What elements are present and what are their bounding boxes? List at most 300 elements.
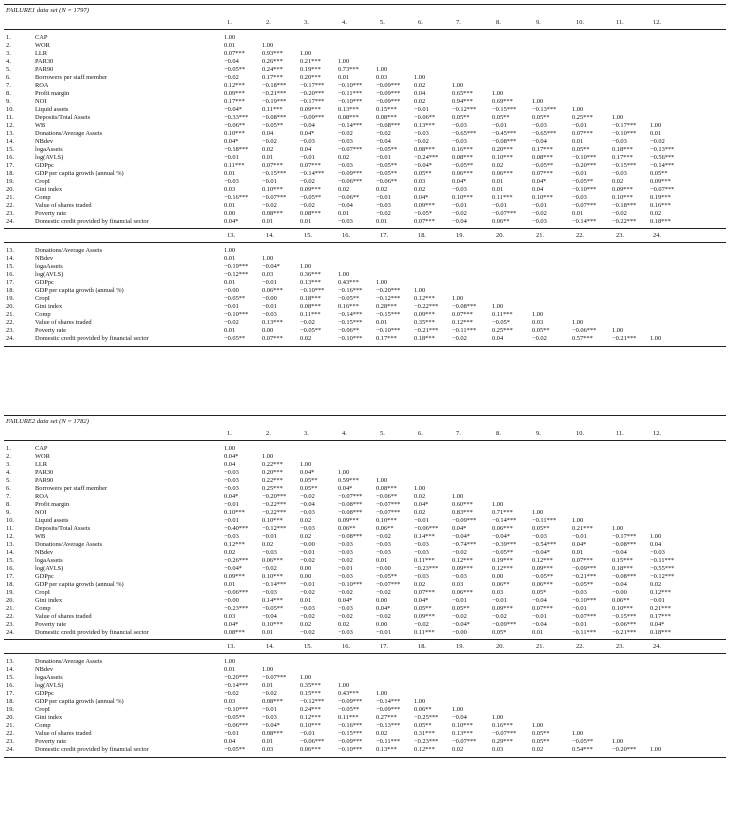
correlation-cell: −0.03 <box>224 178 239 185</box>
correlation-cell: −0.13*** <box>650 146 675 153</box>
correlation-cell: −0.06*** <box>338 178 363 185</box>
row-number: 14. <box>6 666 14 673</box>
correlation-cell: 0.02 <box>376 186 388 193</box>
correlation-cell: 0.07*** <box>452 311 473 318</box>
correlation-cell: −0.04 <box>452 218 467 225</box>
column-header: 1. <box>227 19 232 26</box>
correlation-cell: 0.13*** <box>300 279 321 286</box>
row-number: 23. <box>6 210 14 217</box>
correlation-cell: 1.00 <box>414 698 426 705</box>
correlation-cell: −0.18*** <box>224 146 249 153</box>
correlation-cell: −0.04 <box>300 501 315 508</box>
variable-label: Deposits/Total Assets <box>35 525 91 532</box>
variable-label: Domestic credit provided by financial sector <box>35 218 149 225</box>
correlation-cell: −0.12*** <box>224 271 249 278</box>
correlation-cell: 0.02 <box>338 186 350 193</box>
correlation-cell: 0.00 <box>300 565 312 572</box>
header-rule <box>4 29 726 30</box>
row-number: 22. <box>6 613 14 620</box>
correlation-cell: 0.08*** <box>414 146 435 153</box>
variable-label: logaAssets <box>35 146 63 153</box>
correlation-cell: 0.18*** <box>612 565 633 572</box>
variable-label: Poverty rate <box>35 738 67 745</box>
correlation-cell: −0.14*** <box>300 170 325 177</box>
correlation-cell: 0.08*** <box>300 303 321 310</box>
correlation-cell: 1.00 <box>650 533 662 540</box>
correlation-cell: 0.11*** <box>492 194 513 201</box>
correlation-cell: 0.02 <box>414 493 426 500</box>
correlation-cell: −0.05** <box>376 573 398 580</box>
correlation-cell: 0.10*** <box>452 722 473 729</box>
correlation-cell: −0.05** <box>376 162 398 169</box>
correlation-cell: −0.04 <box>452 714 467 721</box>
correlation-cell: −0.11*** <box>338 90 363 97</box>
correlation-cell: 0.01 <box>224 581 236 588</box>
correlation-cell: 1.00 <box>414 287 426 294</box>
correlation-cell: −0.10*** <box>572 154 597 161</box>
correlation-cell: −0.55*** <box>650 565 675 572</box>
correlation-cell: 0.04* <box>338 597 353 604</box>
correlation-cell: −0.08*** <box>338 501 363 508</box>
variable-label: NBdev <box>35 255 54 262</box>
correlation-cell: −0.65*** <box>532 130 557 137</box>
correlation-cell: −0.06** <box>376 493 398 500</box>
correlation-cell: −0.21*** <box>414 327 439 334</box>
correlation-cell: 0.06*** <box>262 287 283 294</box>
correlation-cell: 0.02 <box>414 82 426 89</box>
correlation-cell: −0.01 <box>452 202 467 209</box>
row-number: 19. <box>6 295 14 302</box>
correlation-cell: 0.12*** <box>300 714 321 721</box>
correlation-cell: 0.12*** <box>492 565 513 572</box>
correlation-cell: −0.18*** <box>262 82 287 89</box>
correlation-cell: −0.07*** <box>338 493 363 500</box>
correlation-cell: −0.02 <box>262 565 277 572</box>
correlation-cell: 0.01 <box>262 682 274 689</box>
correlation-cell: −0.05** <box>572 738 594 745</box>
variable-label: GDPpc <box>35 279 54 286</box>
correlation-cell: 0.25*** <box>572 114 593 121</box>
correlation-cell: 1.00 <box>262 42 274 49</box>
block-rule <box>4 639 726 640</box>
header-rule <box>4 242 726 243</box>
correlation-cell: −0.45*** <box>492 130 517 137</box>
correlation-cell: −0.03 <box>532 218 547 225</box>
correlation-cell: 0.16*** <box>650 202 671 209</box>
column-header: 12. <box>653 430 661 437</box>
row-number: 21. <box>6 311 14 318</box>
variable-label: LLR <box>35 461 48 468</box>
column-header: 7. <box>456 19 461 26</box>
correlation-cell: −0.01 <box>338 565 353 572</box>
correlation-cell: 0.17*** <box>262 74 283 81</box>
row-number: 9. <box>6 98 11 105</box>
variable-label: GDP per capita growth (annual %) <box>35 287 124 294</box>
correlation-cell: −0.08*** <box>612 573 637 580</box>
column-header: 22. <box>576 232 584 239</box>
correlation-cell: 1.00 <box>572 517 584 524</box>
correlation-cell: −0.07*** <box>492 210 517 217</box>
correlation-cell: 0.02 <box>338 154 350 161</box>
row-number: 19. <box>6 706 14 713</box>
correlation-cell: −0.11*** <box>572 629 597 636</box>
correlation-cell: 0.10*** <box>376 517 397 524</box>
correlation-cell: 1.00 <box>532 509 544 516</box>
correlation-cell: −0.21*** <box>612 335 637 342</box>
variable-label: PAR30 <box>35 469 54 476</box>
correlation-cell: 0.15*** <box>300 690 321 697</box>
correlation-cell: 0.09*** <box>414 202 435 209</box>
row-number: 3. <box>6 50 11 57</box>
variable-label: Profit margin <box>35 501 70 508</box>
variable-label: Borrowers per staff member <box>35 74 108 81</box>
correlation-cell: −0.07*** <box>376 501 401 508</box>
correlation-cell: −0.05** <box>452 162 474 169</box>
correlation-cell: −0.03 <box>376 549 391 556</box>
row-number: 17. <box>6 279 14 286</box>
correlation-cell: 0.01 <box>300 218 312 225</box>
correlation-cell: −0.02 <box>262 690 277 697</box>
correlation-cell: 1.00 <box>338 271 350 278</box>
correlation-cell: −0.06*** <box>612 621 637 628</box>
correlation-cell: −0.01 <box>414 106 429 113</box>
correlation-cell: 0.05** <box>532 114 550 121</box>
correlation-cell: 0.01 <box>262 738 274 745</box>
correlation-cell: 0.07*** <box>262 162 283 169</box>
correlation-cell: −0.03 <box>338 605 353 612</box>
correlation-cell: 0.07*** <box>300 162 321 169</box>
correlation-cell: 0.10*** <box>612 194 633 201</box>
row-number: 23. <box>6 738 14 745</box>
correlation-cell: 0.07*** <box>414 218 435 225</box>
correlation-cell: −0.04* <box>414 162 432 169</box>
correlation-cell: 0.11*** <box>414 629 435 636</box>
correlation-cell: −0.17*** <box>300 98 325 105</box>
correlation-cell: −0.01 <box>224 154 239 161</box>
correlation-cell: −0.02 <box>224 74 239 81</box>
correlation-cell: −0.16*** <box>224 194 249 201</box>
correlation-cell: −0.10*** <box>572 597 597 604</box>
correlation-cell: 0.08*** <box>300 210 321 217</box>
correlation-cell: −0.10*** <box>338 335 363 342</box>
correlation-cell: 1.00 <box>532 311 544 318</box>
correlation-cell: −0.24*** <box>414 154 439 161</box>
row-number: 20. <box>6 597 14 604</box>
correlation-cell: 0.02 <box>300 621 312 628</box>
correlation-cell: −0.04 <box>532 597 547 604</box>
correlation-cell: 0.05* <box>532 589 547 596</box>
correlation-cell: 0.10*** <box>224 509 245 516</box>
correlation-cell: 1.00 <box>224 445 236 452</box>
correlation-cell: −0.04 <box>612 581 627 588</box>
correlation-cell: −0.06** <box>376 178 398 185</box>
correlation-cell: −0.05** <box>300 327 322 334</box>
correlation-cell: 1.00 <box>492 501 504 508</box>
correlation-cell: 0.06*** <box>452 170 473 177</box>
column-header: 11. <box>616 19 624 26</box>
correlation-cell: −0.03 <box>414 573 429 580</box>
correlation-cell: 0.04* <box>224 453 239 460</box>
correlation-cell: −0.12*** <box>300 698 325 705</box>
row-number: 11. <box>6 114 14 121</box>
correlation-cell: −0.04* <box>492 533 510 540</box>
correlation-cell: 0.04 <box>650 541 662 548</box>
correlation-cell: 1.00 <box>452 295 464 302</box>
correlation-cell: 0.09*** <box>650 178 671 185</box>
correlation-cell: 1.00 <box>572 106 584 113</box>
correlation-cell: −0.07*** <box>572 613 597 620</box>
variable-label: Comp <box>35 194 51 201</box>
correlation-cell: 0.11*** <box>300 311 321 318</box>
variable-label: Comp <box>35 605 51 612</box>
correlation-cell: 0.01 <box>338 210 350 217</box>
correlation-cell: 1.00 <box>532 98 544 105</box>
row-number: 14. <box>6 255 14 262</box>
correlation-cell: 0.35*** <box>300 682 321 689</box>
correlation-cell: 0.94*** <box>452 98 473 105</box>
correlation-cell: 0.09*** <box>300 106 321 113</box>
correlation-cell: 0.12*** <box>414 746 435 753</box>
variable-label: GDP per capita growth (annual %) <box>35 581 124 588</box>
row-number: 15. <box>6 674 14 681</box>
correlation-cell: 1.00 <box>452 493 464 500</box>
correlation-cell: 0.02 <box>492 162 504 169</box>
variable-label: NOI <box>35 98 47 105</box>
correlation-cell: −0.01 <box>262 178 277 185</box>
correlation-cell: 1.00 <box>612 114 624 121</box>
correlation-cell: 0.27*** <box>376 714 397 721</box>
correlation-cell: 1.00 <box>300 461 312 468</box>
correlation-cell: 0.02 <box>414 98 426 105</box>
correlation-cell: 1.00 <box>300 263 312 270</box>
correlation-cell: −0.10*** <box>300 287 325 294</box>
correlation-cell: −0.01 <box>262 303 277 310</box>
correlation-cell: 0.06** <box>414 706 432 713</box>
correlation-cell: −0.09*** <box>300 114 325 121</box>
correlation-cell: −0.03 <box>300 138 315 145</box>
correlation-cell: −0.01 <box>224 517 239 524</box>
variable-label: Comp <box>35 311 51 318</box>
row-number: 13. <box>6 541 14 548</box>
correlation-cell: 0.12*** <box>532 557 553 564</box>
correlation-cell: −0.21*** <box>612 629 637 636</box>
correlation-cell: −0.03 <box>262 549 277 556</box>
correlation-cell: 0.01 <box>338 74 350 81</box>
column-header: 2. <box>266 19 271 26</box>
correlation-cell: −0.16*** <box>338 722 363 729</box>
correlation-cell: −0.08*** <box>338 533 363 540</box>
correlation-cell: 0.04* <box>376 605 391 612</box>
variable-label: Liquid assets <box>35 517 69 524</box>
correlation-cell: −0.05** <box>224 295 246 302</box>
correlation-cell: 0.19*** <box>492 557 513 564</box>
correlation-cell: 0.03 <box>532 319 544 326</box>
row-number: 4. <box>6 58 11 65</box>
correlation-cell: 0.03 <box>376 74 388 81</box>
correlation-cell: −0.01 <box>300 154 315 161</box>
correlation-cell: −0.03 <box>414 130 429 137</box>
correlation-cell: −0.11*** <box>650 557 675 564</box>
variable-label: LLR <box>35 50 48 57</box>
correlation-cell: −0.20*** <box>224 674 249 681</box>
correlation-cell: 0.06*** <box>492 170 513 177</box>
correlation-cell: −0.08*** <box>376 122 401 129</box>
row-number: 18. <box>6 698 14 705</box>
correlation-cell: 0.01 <box>224 42 236 49</box>
variable-label: logaAssets <box>35 674 63 681</box>
variable-label: CAP <box>35 445 48 452</box>
variable-label: Deposits/Total Assets <box>35 114 91 121</box>
correlation-cell: 0.06** <box>492 218 510 225</box>
correlation-cell: −0.15*** <box>338 319 363 326</box>
correlation-cell: 0.05** <box>650 170 668 177</box>
correlation-cell: −0.01 <box>650 597 665 604</box>
correlation-cell: 0.04 <box>300 146 312 153</box>
correlation-cell: 0.09*** <box>612 186 633 193</box>
correlation-cell: −0.04 <box>612 549 627 556</box>
correlation-cell: 0.02 <box>650 581 662 588</box>
header-rule <box>4 653 726 654</box>
row-number: 14. <box>6 549 14 556</box>
correlation-cell: 0.09*** <box>300 186 321 193</box>
correlation-cell: −0.01 <box>300 549 315 556</box>
correlation-cell: −0.08*** <box>492 138 517 145</box>
correlation-cell: 0.59*** <box>338 477 359 484</box>
correlation-cell: −0.02 <box>452 549 467 556</box>
correlation-cell: −0.01 <box>376 154 391 161</box>
correlation-cell: 1.00 <box>452 82 464 89</box>
variable-label: Domestic credit provided by financial sector <box>35 629 149 636</box>
correlation-cell: 0.05* <box>492 629 507 636</box>
correlation-cell: −0.11*** <box>532 517 557 524</box>
correlation-cell: 0.02 <box>414 509 426 516</box>
correlation-cell: −0.06*** <box>414 525 439 532</box>
correlation-cell: 0.03 <box>452 581 464 588</box>
column-header: 13. <box>227 643 235 650</box>
correlation-cell: −0.09*** <box>338 170 363 177</box>
correlation-cell: 0.02 <box>262 541 274 548</box>
variable-label: ROA <box>35 82 49 89</box>
correlation-cell: 0.17*** <box>532 146 553 153</box>
correlation-cell: −0.03 <box>338 138 353 145</box>
column-header: 1. <box>227 430 232 437</box>
correlation-cell: 0.10*** <box>262 186 283 193</box>
correlation-cell: −0.04 <box>376 138 391 145</box>
row-number: 16. <box>6 682 14 689</box>
correlation-cell: 0.06*** <box>532 581 553 588</box>
correlation-cell: −0.06*** <box>572 327 597 334</box>
correlation-cell: −0.14*** <box>224 682 249 689</box>
variable-label: Gini index <box>35 186 63 193</box>
correlation-cell: 0.07*** <box>414 589 435 596</box>
column-header: 23. <box>616 643 624 650</box>
correlation-cell: 0.36*** <box>300 271 321 278</box>
correlation-cell: −0.08*** <box>612 541 637 548</box>
correlation-cell: 0.04* <box>414 597 429 604</box>
correlation-cell: 0.24*** <box>262 66 283 73</box>
correlation-cell: 0.69*** <box>492 98 513 105</box>
correlation-cell: −0.03 <box>224 533 239 540</box>
correlation-cell: 0.06*** <box>262 557 283 564</box>
correlation-cell: −0.03 <box>224 485 239 492</box>
correlation-cell: 0.02 <box>300 533 312 540</box>
correlation-cell: −0.01 <box>262 706 277 713</box>
correlation-cell: −0.00 <box>262 295 277 302</box>
row-number: 15. <box>6 263 14 270</box>
correlation-cell: 1.00 <box>650 335 662 342</box>
correlation-cell: 0.01 <box>532 629 544 636</box>
correlation-cell: 1.00 <box>224 34 236 41</box>
correlation-cell: −0.05** <box>338 706 360 713</box>
row-number: 15. <box>6 557 14 564</box>
correlation-cell: 0.01 <box>300 597 312 604</box>
correlation-cell: 0.01 <box>224 327 236 334</box>
correlation-cell: 0.08*** <box>376 114 397 121</box>
correlation-cell: 0.14*** <box>262 597 283 604</box>
variable-label: log(AVLS) <box>35 682 64 689</box>
correlation-cell: −0.07*** <box>262 194 287 201</box>
column-header: 14. <box>266 643 274 650</box>
column-header: 9. <box>536 430 541 437</box>
correlation-cell: −0.10*** <box>338 82 363 89</box>
correlation-cell: 0.11*** <box>492 311 513 318</box>
correlation-cell: −0.01 <box>572 533 587 540</box>
column-header: 21. <box>536 232 544 239</box>
correlation-cell: 0.01 <box>224 666 236 673</box>
correlation-cell: −0.05* <box>492 319 510 326</box>
variable-label: Gini index <box>35 303 63 310</box>
column-header: 6. <box>418 430 423 437</box>
correlation-cell: 0.10*** <box>612 605 633 612</box>
correlation-cell: 1.00 <box>612 525 624 532</box>
row-number: 11. <box>6 525 14 532</box>
correlation-cell: 0.05** <box>452 114 470 121</box>
correlation-cell: −0.07*** <box>650 186 675 193</box>
correlation-cell: 0.10*** <box>532 194 553 201</box>
row-number: 1. <box>6 445 11 452</box>
correlation-cell: 0.09*** <box>224 90 245 97</box>
correlation-cell: 1.00 <box>572 730 584 737</box>
correlation-cell: 1.00 <box>452 706 464 713</box>
correlation-cell: −0.09*** <box>338 738 363 745</box>
correlation-cell: −0.22*** <box>414 303 439 310</box>
correlation-cell: −0.17*** <box>612 122 637 129</box>
correlation-cell: 0.03 <box>492 746 504 753</box>
correlation-cell: 0.12*** <box>224 541 245 548</box>
correlation-cell: 0.07*** <box>532 605 553 612</box>
correlation-cell: −0.08*** <box>262 114 287 121</box>
correlation-cell: 1.00 <box>338 682 350 689</box>
row-number: 21. <box>6 605 14 612</box>
correlation-cell: 0.08*** <box>262 698 283 705</box>
correlation-cell: −0.02 <box>376 613 391 620</box>
correlation-cell: −0.15*** <box>612 613 637 620</box>
correlation-cell: −0.10*** <box>338 98 363 105</box>
row-number: 17. <box>6 690 14 697</box>
correlation-cell: −0.01 <box>262 279 277 286</box>
column-header: 24. <box>653 643 661 650</box>
correlation-cell: −0.12*** <box>262 525 287 532</box>
correlation-cell: 0.03 <box>224 186 236 193</box>
correlation-cell: 1.00 <box>224 658 236 665</box>
correlation-cell: 0.02 <box>300 517 312 524</box>
variable-label: Value of shares traded <box>35 613 92 620</box>
column-header: 17. <box>380 232 388 239</box>
column-header: 10. <box>576 19 584 26</box>
column-header: 3. <box>304 19 309 26</box>
correlation-cell: 0.06** <box>338 525 356 532</box>
correlation-cell: −0.65*** <box>452 130 477 137</box>
